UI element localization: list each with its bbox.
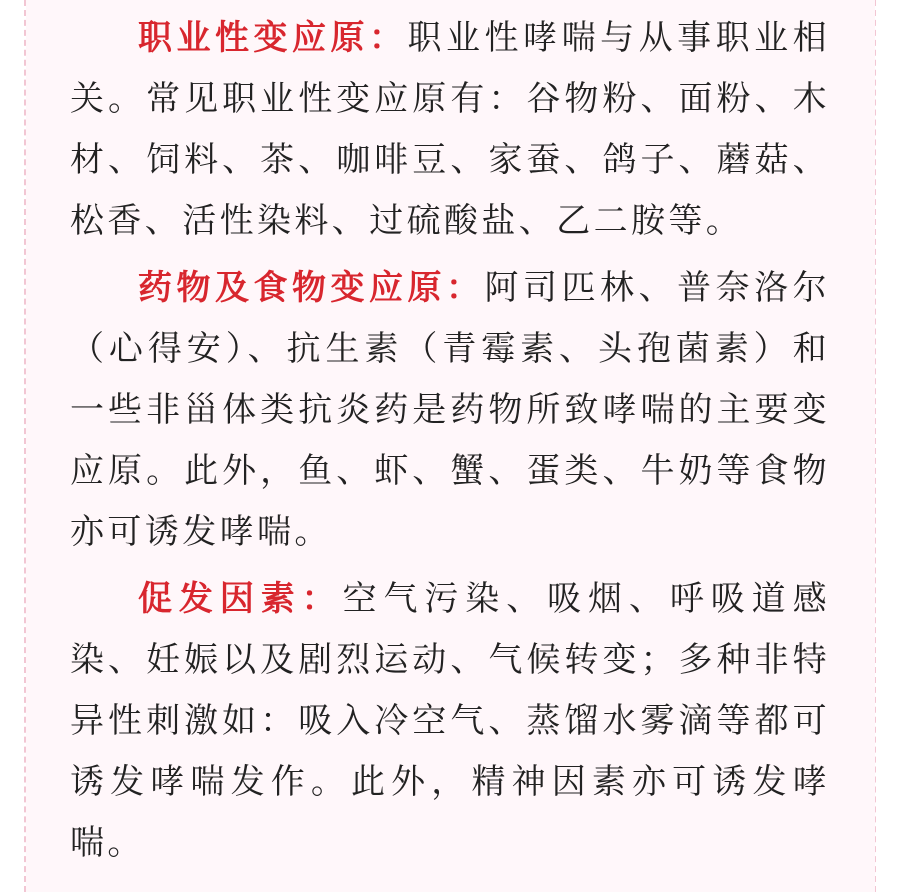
paragraph-triggering-factors [70,569,830,874]
text-occupational-allergens: 职业性哮喘与从事职业相关。常见职业性变应原有：谷物粉、面粉、木材、饲料、茶、咖啡豆、家蚕、鸽子、蘑菇、松香、活性染料、过硫酸盐、乙二胺等。 [70,18,830,241]
text-triggering-factors: 空气污染、吸烟、呼吸道感染、妊娠以及剧烈运动、气候转变；多种非特异性刺激如：吸入冷空气、蒸馏水雾滴等都可诱发哮喘发作。此外，精神因素亦可诱发哮喘。 [70,579,830,863]
article-body [70,8,830,880]
paragraph-occupational-allergens [70,8,830,252]
label-triggering-factors: 促发因素： [138,579,343,619]
label-drug-food-allergens: 药物及食物变应原： [138,268,485,308]
text-drug-food-allergens: 阿司匹林、普奈洛尔（心得安）、抗生素（青霉素、头孢菌素）和一些非甾体类抗炎药是药物所致哮喘的主要变应原。此外，鱼、虾、蟹、蛋类、牛奶等食物亦可诱发哮喘。 [70,268,830,552]
label-occupational-allergens: 职业性变应原： [138,18,408,58]
paragraph-drug-food-allergens [70,258,830,563]
